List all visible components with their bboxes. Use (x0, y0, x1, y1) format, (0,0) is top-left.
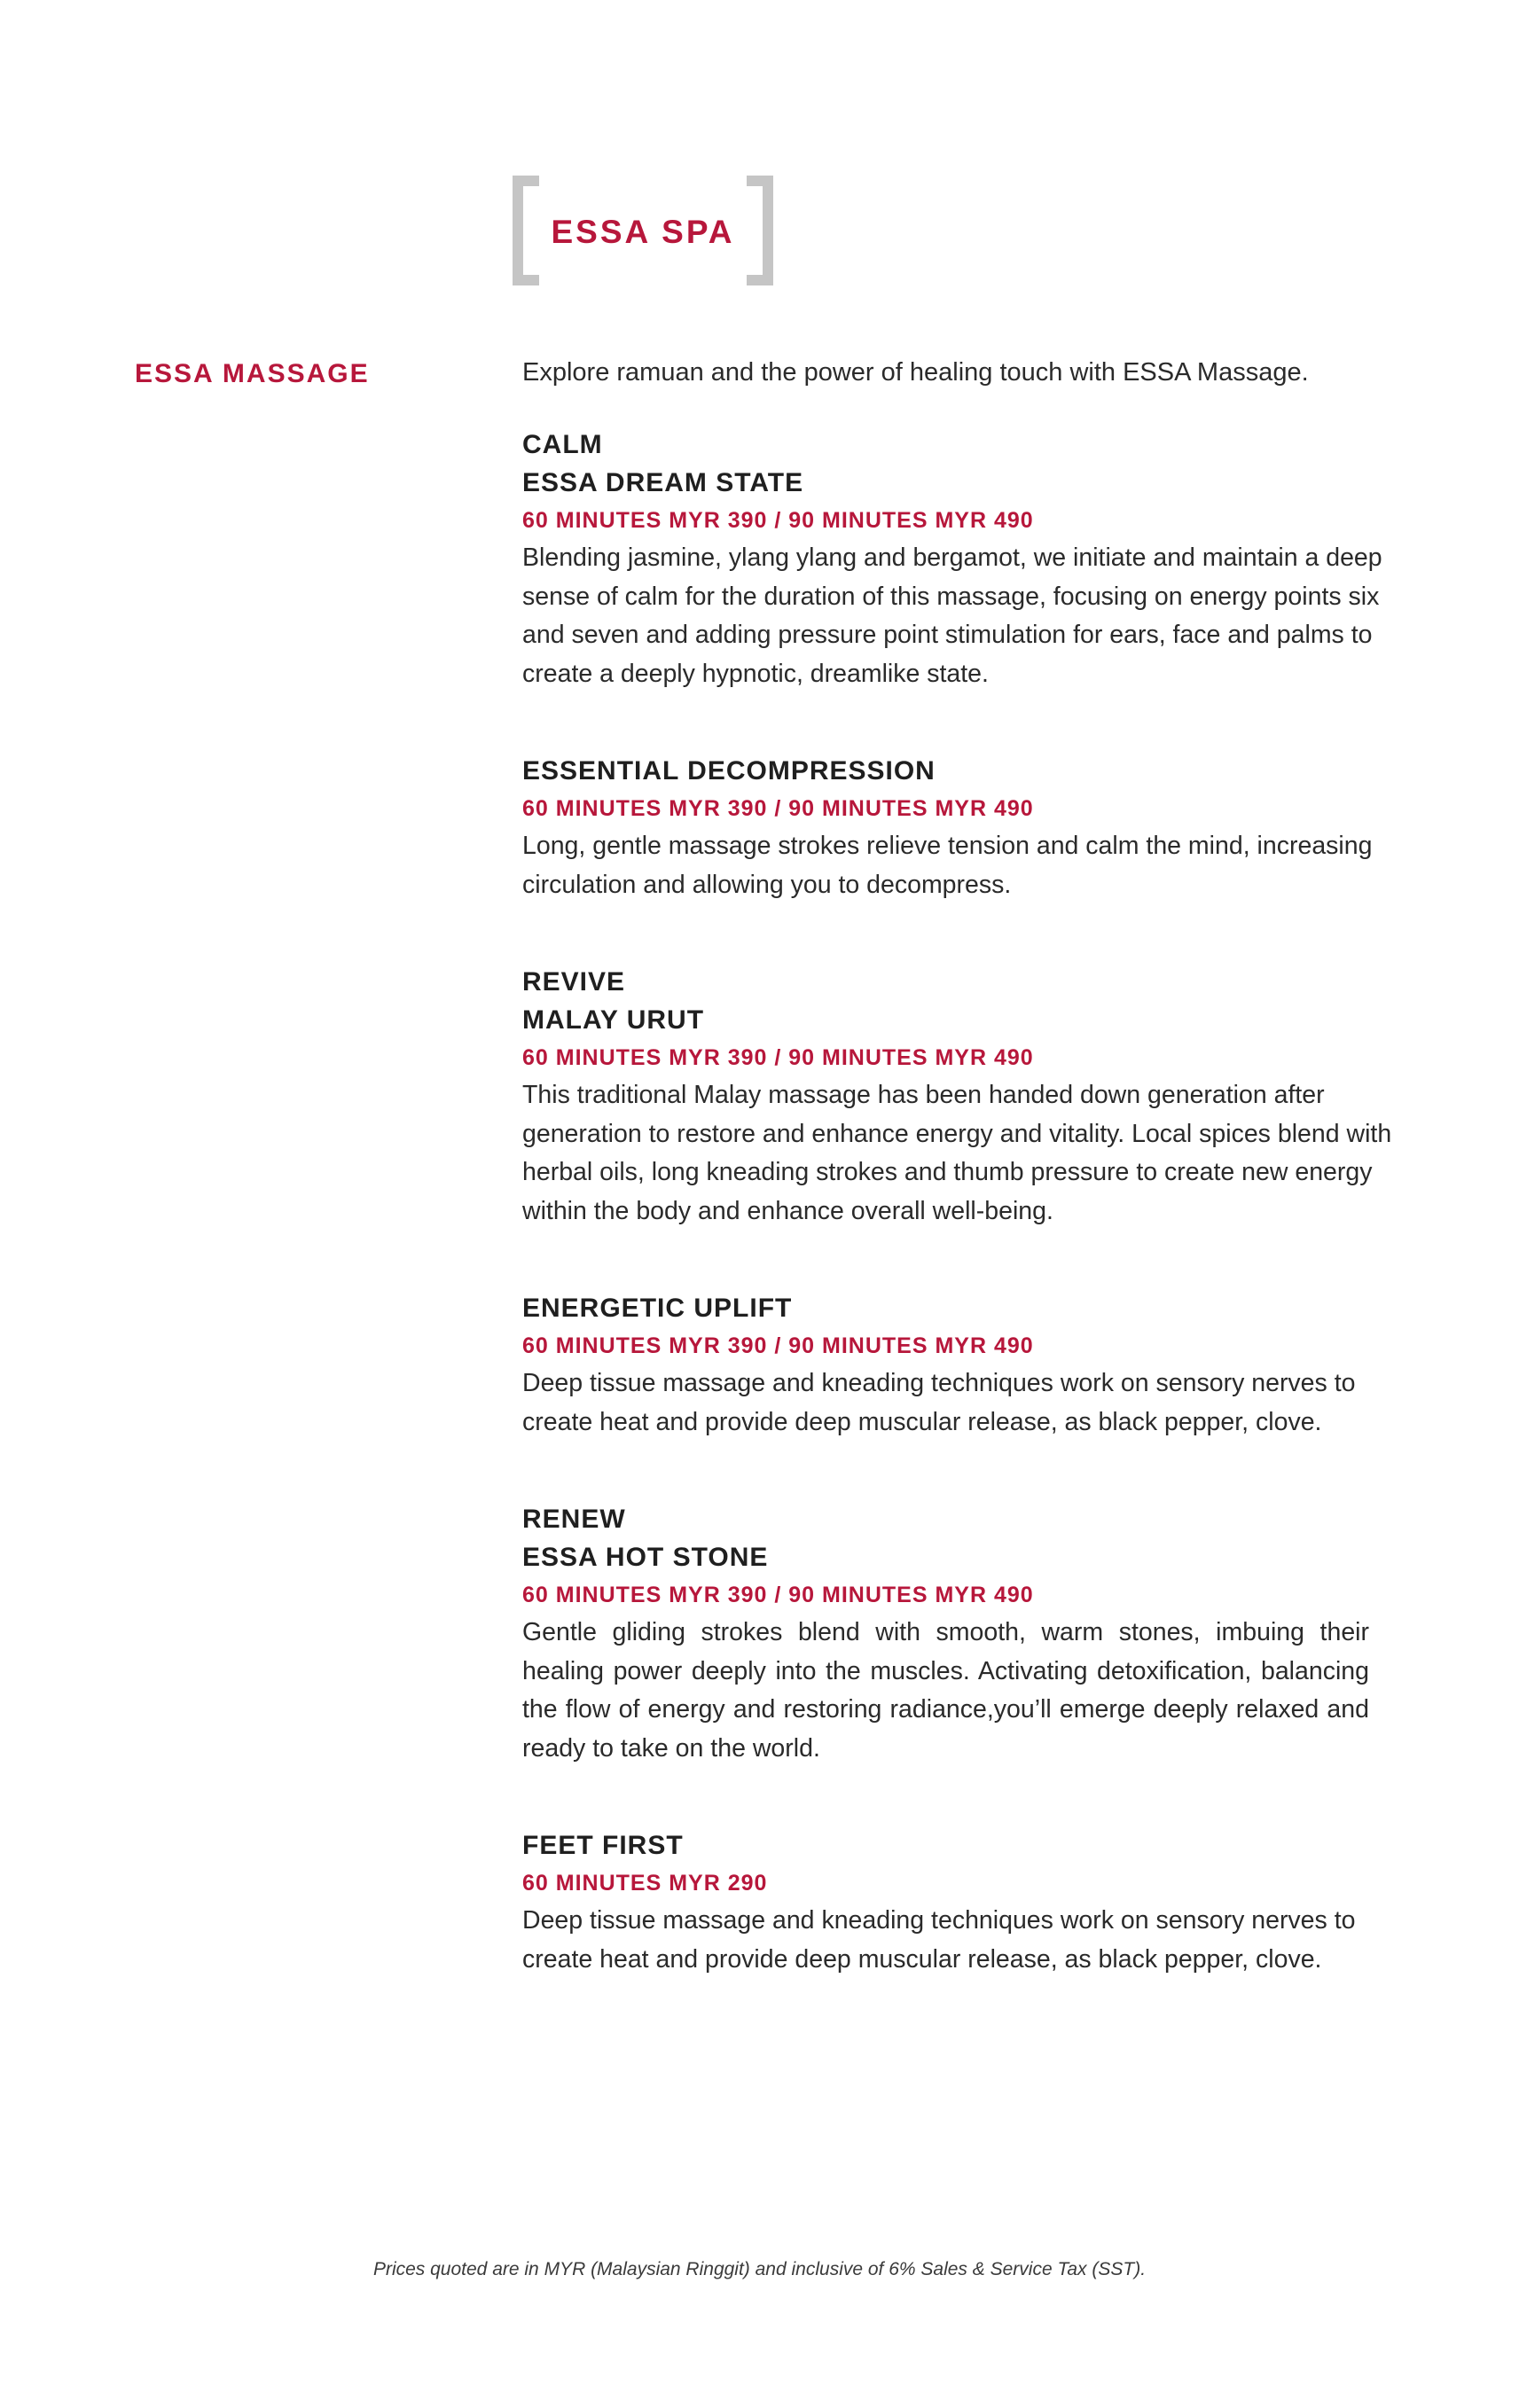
treatment-description: Deep tissue massage and kneading techniques work on sensory nerves to create heat and provide deep muscular release, as black pepper, clove. (522, 1369, 1356, 1436)
treatment-price: 60 MINUTES MYR 390 / 90 MINUTES MYR 490 (522, 796, 1034, 821)
treatment-name: ENERGETIC UPLIFT (522, 1294, 793, 1323)
treatment-category: CALM (522, 430, 603, 459)
essa-spa-logo (513, 176, 773, 285)
treatment-description: Blending jasmine, ylang ylang and bergamot, we initiate and maintain a deep sense of calm for the duration of this massage, focusing on energy points six and seven and adding pressure point stimulation for ears, face and palms to create a deeply hypnotic, dreamlike state. (522, 543, 1382, 688)
treatment-price: 60 MINUTES MYR 390 / 90 MINUTES MYR 490 (522, 1333, 1034, 1358)
treatment-description: This traditional Malay massage has been handed down generation after generation to restore and enhance energy and vitality. Local spices blend with herbal oils, long kneading strokes and thumb pressure to create new energy within the body and enhance overall well-being. (522, 1081, 1392, 1225)
treatment-description: Deep tissue massage and kneading techniques work on sensory nerves to create heat and provide deep muscular release, as black pepper, clove. (522, 1906, 1356, 1974)
treatment-price: 60 MINUTES MYR 390 / 90 MINUTES MYR 490 (522, 1583, 1034, 1607)
treatment-description: Long, gentle massage strokes relieve tension and calm the mind, increasing circulation and allowing you to decompress. (522, 832, 1373, 899)
section-intro: Explore ramuan and the power of healing touch with ESSA Massage. (522, 358, 1309, 387)
section-label: ESSA MASSAGE (135, 359, 370, 388)
treatment-name: ESSA DREAM STATE (522, 468, 804, 497)
treatment-item (522, 1826, 1413, 1979)
treatment-name: ESSA HOT STONE (522, 1543, 769, 1572)
treatment-price: 60 MINUTES MYR 390 / 90 MINUTES MYR 490 (522, 508, 1034, 533)
treatment-category: RENEW (522, 1505, 626, 1534)
treatment-item (522, 752, 1413, 904)
treatment-description: Gentle gliding strokes blend with smooth, warm stones, imbuing their healing power deeply into the muscles. Activating detoxification, balancing the flow of energy and restoring radiance,you’ll emerge deeply relaxed and ready to take on the world. (522, 1618, 1369, 1763)
price-footnote: Prices quoted are in MYR (Malaysian Ringgit) and inclusive of 6% Sales & Service Tax (SST). (372, 2259, 1147, 2279)
treatment-name: FEET FIRST (522, 1831, 684, 1860)
treatment-list (522, 353, 1413, 2037)
treatment-price: 60 MINUTES MYR 390 / 90 MINUTES MYR 490 (522, 1045, 1034, 1070)
logo-title: ESSA SPA (551, 214, 735, 250)
treatment-price: 60 MINUTES MYR 290 (522, 1871, 768, 1896)
treatment-item (522, 963, 1413, 1231)
treatment-item (522, 1289, 1413, 1442)
treatment-name: MALAY URUT (522, 1005, 705, 1035)
treatment-item (522, 426, 1413, 693)
treatment-item (522, 1500, 1413, 1768)
treatment-name: ESSENTIAL DECOMPRESSION (522, 756, 936, 786)
treatment-category: REVIVE (522, 967, 626, 997)
